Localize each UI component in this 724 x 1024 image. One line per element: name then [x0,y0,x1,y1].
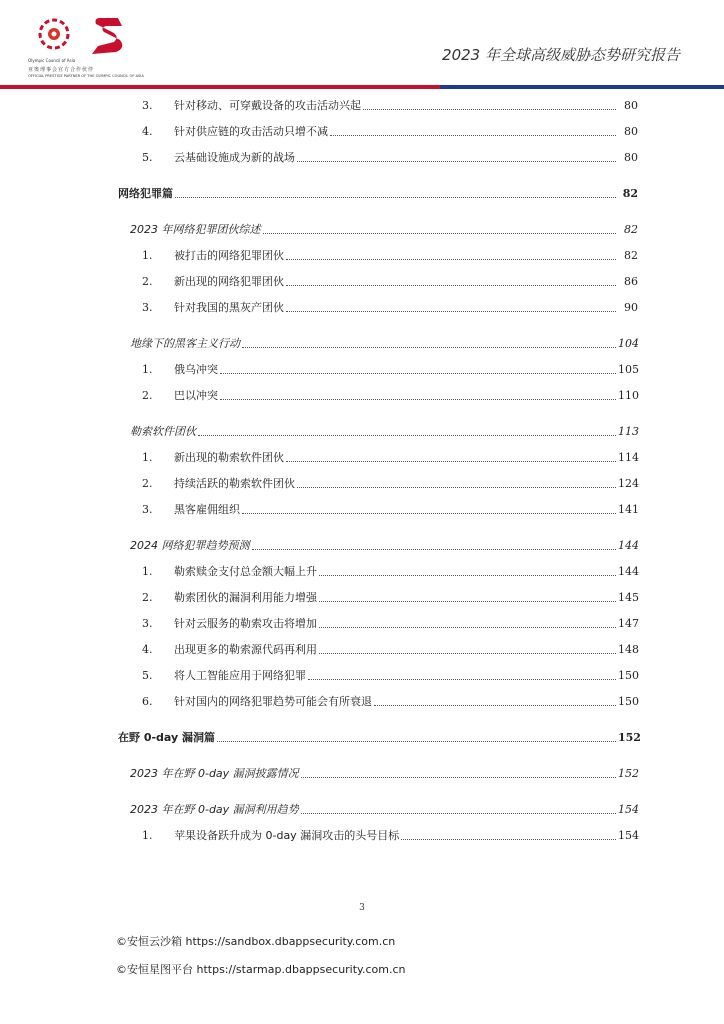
toc-entry-page: 144 [618,538,639,552]
toc-item-number: 1. [142,362,153,376]
toc-gap [118,714,638,724]
footer-starmap-link[interactable]: ©安恒星图平台 https://starmap.dbappsecurity.com.cn [116,963,406,976]
toc-leader-dots [374,705,616,706]
toc-entry-title: 勒索软件团伙 [130,425,196,438]
toc-gap [118,320,638,330]
toc-item-number: 3. [142,616,153,630]
toc-leader-dots [319,575,616,576]
toc-item[interactable] [118,584,638,610]
toc-entry-page: 150 [618,694,639,708]
toc-leader-dots [198,435,616,436]
toc-chapter[interactable] [118,180,638,206]
toc-entry-page: 80 [624,98,638,112]
toc-entry-page: 105 [618,362,639,376]
toc-item[interactable] [118,118,638,144]
toc-item[interactable] [118,610,638,636]
toc-entry-title: 出现更多的勒索源代码再利用 [174,643,317,656]
toc-item-number: 3. [142,300,153,314]
toc-gap [118,522,638,532]
toc-leader-dots [297,161,616,162]
toc-item[interactable] [118,662,638,688]
toc-item[interactable] [118,242,638,268]
toc-chapter[interactable] [118,724,641,750]
toc-item-number: 2. [142,274,153,288]
toc-entry-title: 2024 网络犯罪趋势预测 [130,539,250,552]
toc-entry-title: 2023 年在野 0-day 漏洞披露情况 [130,767,299,780]
toc-leader-dots [286,259,616,260]
toc-entry-title: 苹果设备跃升成为 0-day 漏洞攻击的头号目标 [174,829,400,842]
logo-caption-en: Olympic Council of Asia [28,58,76,63]
toc-entry-title: 将人工智能应用于网络犯罪 [174,669,306,682]
toc-item-number: 5. [142,150,153,164]
toc-entry-page: 141 [618,502,639,516]
toc-gap [118,408,638,418]
toc-leader-dots [220,373,616,374]
toc-entry-page: 82 [624,222,638,236]
toc-entry-title: 2023 年在野 0-day 漏洞利用趋势 [130,803,299,816]
toc-leader-dots [319,601,616,602]
toc-leader-dots [286,285,616,286]
toc-entry-page: 154 [618,802,639,816]
toc-entry-page: 82 [622,186,638,200]
toc-entry-title: 云基础设施成为新的战场 [174,151,295,164]
toc-leader-dots [286,461,616,462]
toc-entry-title: 新出现的网络犯罪团伙 [174,275,284,288]
toc-entry-title: 针对我国的黑灰产团伙 [174,301,284,314]
toc-entry-page: 154 [618,828,639,842]
toc-leader-dots [175,197,616,198]
toc-entry-title: 网络犯罪篇 [118,187,173,200]
toc-entry-page: 110 [618,388,639,402]
toc-item[interactable] [118,294,638,320]
toc-entry-title: 黑客雇佣组织 [174,503,240,516]
toc-item-number: 2. [142,476,153,490]
header-rule-red [0,85,440,89]
toc-entry-page: 114 [618,450,639,464]
toc-leader-dots [319,627,616,628]
toc-item[interactable] [118,470,638,496]
toc-item-number: 6. [142,694,153,708]
toc-item-number: 4. [142,124,153,138]
toc-entry-title: 持续活跃的勒索软件团伙 [174,477,295,490]
toc-section[interactable] [118,418,638,444]
table-of-contents [118,92,641,848]
toc-entry-page: 148 [618,642,639,656]
toc-item-number: 4. [142,642,153,656]
toc-item[interactable] [118,382,638,408]
toc-entry-title: 针对供应链的攻击活动只增不减 [174,125,328,138]
toc-item[interactable] [118,92,638,118]
toc-item-number: 1. [142,248,153,262]
toc-entry-page: 80 [624,124,638,138]
toc-section[interactable] [118,216,638,242]
toc-item[interactable] [118,636,638,662]
toc-leader-dots [242,347,616,348]
toc-section[interactable] [118,532,638,558]
toc-leader-dots [401,839,616,840]
logo-caption-en2: OFFICIAL PRESTIGE PARTNER OF THE OLYMPIC COUNCIL OF ASIA [28,74,144,78]
toc-item-number: 2. [142,388,153,402]
toc-item[interactable] [118,444,638,470]
toc-leader-dots [242,513,616,514]
report-title: 2023 年全球高级威胁态势研究报告 [442,46,680,64]
toc-item[interactable] [118,688,638,714]
company-logo-icon [88,14,128,58]
toc-entry-page: 82 [624,248,638,262]
toc-section[interactable] [118,330,638,356]
toc-item[interactable] [118,822,638,848]
toc-leader-dots [263,233,617,234]
toc-entry-title: 被打击的网络犯罪团伙 [174,249,284,262]
toc-entry-page: 152 [618,730,641,744]
toc-leader-dots [319,653,616,654]
toc-entry-page: 152 [618,766,639,780]
toc-gap [118,206,638,216]
toc-item-number: 5. [142,668,153,682]
toc-leader-dots [363,109,616,110]
page-number: 3 [359,903,365,913]
toc-leader-dots [220,399,616,400]
toc-leader-dots [297,487,616,488]
toc-entry-title: 新出现的勒索软件团伙 [174,451,284,464]
toc-item-number: 1. [142,450,153,464]
toc-entry-page: 80 [624,150,638,164]
toc-item-number: 3. [142,502,153,516]
toc-entry-title: 地缘下的黑客主义行动 [130,337,240,350]
toc-entry-title: 勒索团伙的漏洞利用能力增强 [174,591,317,604]
toc-entry-page: 147 [618,616,639,630]
toc-section[interactable] [118,760,638,786]
toc-entry-page: 90 [624,300,638,314]
toc-entry-title: 巴以冲突 [174,389,218,402]
toc-gap [118,786,638,796]
header-rule [0,85,724,89]
toc-entry-page: 150 [618,668,639,682]
toc-entry-page: 124 [618,476,639,490]
toc-entry-title: 2023 年网络犯罪团伙综述 [130,223,261,236]
toc-entry-title: 针对云服务的勒索攻击将增加 [174,617,317,630]
toc-entry-title: 俄乌冲突 [174,363,218,376]
toc-section[interactable] [118,796,638,822]
toc-gap [118,170,638,180]
toc-leader-dots [217,741,616,742]
toc-item-number: 1. [142,828,153,842]
toc-entry-page: 104 [618,336,639,350]
logo-caption-cn: 亚奥理事会官方合作伙伴 [28,67,95,73]
toc-leader-dots [252,549,617,550]
toc-item[interactable] [118,356,638,382]
toc-leader-dots [286,311,616,312]
toc-item[interactable] [118,144,638,170]
toc-entry-title: 针对国内的网络犯罪趋势可能会有所衰退 [174,695,372,708]
toc-leader-dots [301,813,616,814]
toc-entry-title: 勒索赎金支付总金额大幅上升 [174,565,317,578]
toc-leader-dots [330,135,616,136]
footer-sandbox-link[interactable]: ©安恒云沙箱 https://sandbox.dbappsecurity.com.cn [116,935,396,948]
toc-entry-page: 144 [618,564,639,578]
oca-logo-icon [32,14,76,54]
toc-item-number: 2. [142,590,153,604]
toc-entry-page: 86 [624,274,638,288]
page-header [0,0,724,92]
toc-leader-dots [308,679,616,680]
toc-gap [118,750,638,760]
toc-item[interactable] [118,496,638,522]
logo-group [28,14,144,84]
toc-item-number: 1. [142,564,153,578]
toc-entry-page: 113 [618,424,639,438]
toc-item[interactable] [118,558,638,584]
toc-item-number: 3. [142,98,153,112]
toc-entry-title: 针对移动、可穿戴设备的攻击活动兴起 [174,99,361,112]
toc-entry-title: 在野 0-day 漏洞篇 [118,731,216,744]
toc-entry-page: 145 [618,590,639,604]
toc-item[interactable] [118,268,638,294]
toc-leader-dots [301,777,616,778]
header-rule-blue [440,85,724,89]
